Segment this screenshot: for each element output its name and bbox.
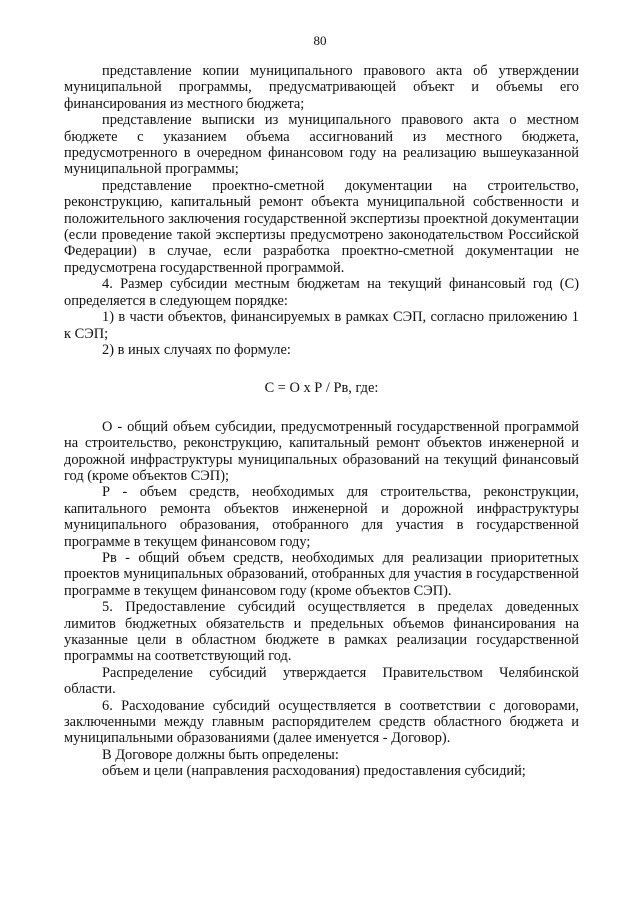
paragraph-definition-rv: Рв - общий объем средств, необходимых для реализации приоритетных проектов муниципальных образований, отобранных для участия в государственной программе в текущем финансовом году (кроме объектов СЭП). bbox=[64, 549, 579, 599]
paragraph-other-cases: 2) в иных случаях по формуле: bbox=[102, 341, 291, 358]
document-body bbox=[64, 63, 579, 780]
paragraph-definition-r: Р - объем средств, необходимых для строительства, реконструкции, капитального ремонта объектов инженерной и дорожной инфраструктуры муниципального образования, отобранного для участия в государственной программе в текущем финансовом году; bbox=[64, 484, 579, 550]
paragraph-subsidy-size: 4. Размер субсидии местным бюджетам на текущий финансовый год (С) определяется в следующем порядке: bbox=[64, 276, 579, 309]
paragraph-sep-objects: 1) в части объектов, финансируемых в рамках СЭП, согласно приложению 1 к СЭП; bbox=[64, 309, 579, 342]
paragraph-design-documentation: представление проектно-сметной документации на строительство, реконструкцию, капитальный ремонт объекта муниципальной собственности и положительного заключения государственной экспертизы проектной документации (если проведение такой экспертизы предусмотрено законодательством Российской Федерации) в случае, если разработка проектно-сметной документации не предусмотрена государственной программой. bbox=[64, 177, 579, 276]
paragraph-definition-o: О - общий объем субсидии, предусмотренный государственной программой на строительство, реконструкцию, капитальный ремонт объектов инженерной и дорожной инфраструктуры муниципальных образований на текущий финансовый год (кроме объектов СЭП); bbox=[64, 418, 579, 484]
page-number: 80 bbox=[313, 33, 327, 48]
paragraph-subsidy-limits: 5. Предоставление субсидий осуществляется в пределах доведенных лимитов бюджетных обязательств и предельных объемов финансирования на указанные цели в областном бюджете в рамках реализации государственной программы на соответствующий год. bbox=[64, 599, 579, 665]
paragraph-contract-terms: В Договоре должны быть определены: bbox=[102, 746, 339, 763]
subsidy-formula: С = О х Р / Рв, где: bbox=[264, 380, 379, 397]
paragraph-municipal-act-copy: представление копии муниципального правового акта об утверждении муниципальной программы, предусматривающей объект и объемы его финансирования из местного бюджета; bbox=[64, 63, 579, 112]
paragraph-budget-extract: представление выписки из муниципального правового акта о местном бюджете с указанием объема ассигнований из местного бюджета, предусмотренного в очередном финансовом году на реализацию вышеуказанной муниципальной программы; bbox=[64, 112, 579, 178]
paragraph-spending-contracts: 6. Расходование субсидий осуществляется в соответствии с договорами, заключенными между главным распорядителем средств областного бюджета и муниципальными образованиями (далее именуется - Договор). bbox=[64, 697, 579, 747]
paragraph-distribution: Распределение субсидий утверждается Правительством Челябинской области. bbox=[64, 664, 579, 698]
paragraph-volume-and-goals: объем и цели (направления расходования) предоставления субсидий; bbox=[102, 763, 526, 780]
